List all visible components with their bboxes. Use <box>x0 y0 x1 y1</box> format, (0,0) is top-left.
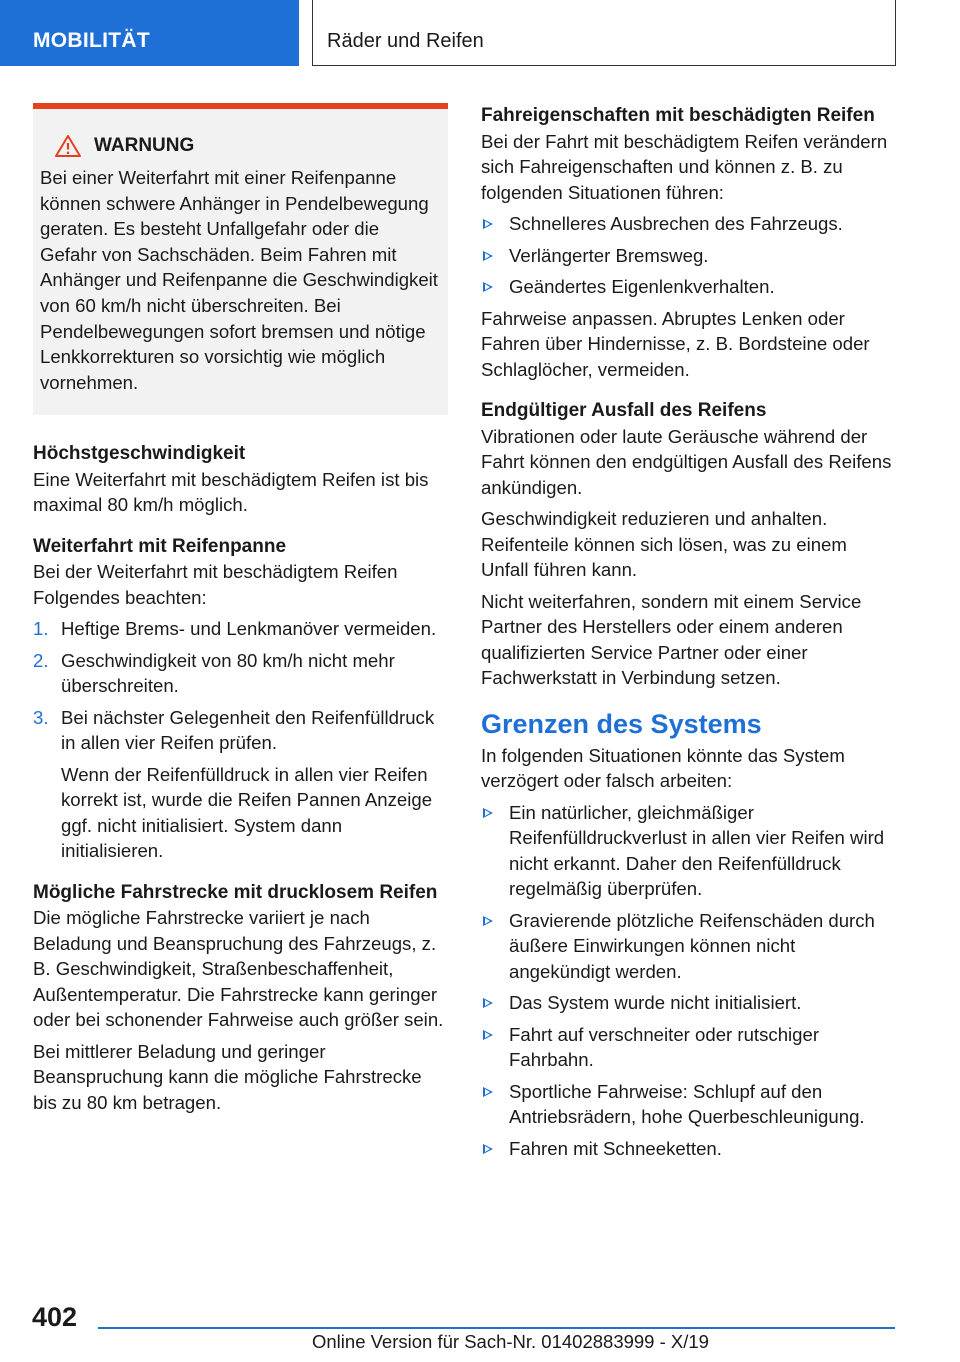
text-distance-1: Die mögliche Fahrstrecke variiert je nach Beladung und Beanspruchung des Fahrzeugs, z. B. Geschwindigkeit, Straßenbeschaffenheit, Außentemperatur. Die Fahrstrecke kann geringer oder bei schonender Fahrweise auch größer sein. <box>33 907 444 1031</box>
heading-max-speed: Höchstgeschwindigkeit <box>33 443 246 465</box>
list-item-text: Das System wurde nicht initialisiert. <box>509 992 802 1013</box>
warning-header <box>40 134 438 158</box>
list-item <box>481 908 896 985</box>
list-item <box>481 243 896 269</box>
page-header <box>0 0 960 66</box>
list-item <box>481 1022 896 1073</box>
section-limits <box>481 707 896 1162</box>
heading-handling: Fahreigenschaften mit beschädigten Reifen <box>481 105 875 126</box>
right-column <box>481 103 896 1161</box>
step-number: 1. <box>33 618 49 640</box>
bullet-triangle-icon <box>483 1144 493 1154</box>
warning-text: Bei einer Weiterfahrt mit einer Reifenpanne können schwere Anhänger in Pendelbewegung geraten. Es besteht Unfallgefahr oder die Gefahr von Sachschäden. Beim Fahren mit Anhänger und Reifenpanne die Geschwindigkeit von 60 km/h nicht überschreiten. Bei Pendelbewegungen sofort bremsen und nötige Lenkkorrekturen so vorsichtig wie möglich vornehmen. <box>40 167 438 393</box>
intro-limits: In folgenden Situationen könnte das System verzögert oder falsch arbeiten: <box>481 744 845 791</box>
text-distance-2: Bei mittlerer Beladung und geringer Beanspruchung kann die mögliche Fahrstrecke bis zu 80 km betragen. <box>33 1040 422 1113</box>
text-failure-1: Vibrationen oder laute Geräusche während der Fahrt können den endgültigen Ausfall des Reifens ankündigen. <box>481 425 892 498</box>
bullet-triangle-icon <box>483 1030 493 1040</box>
list-item-text: Schnelleres Ausbrechen des Fahrzeugs. <box>509 213 843 234</box>
text-failure-3: Nicht weiterfahren, sondern mit einem Service Partner des Herstellers oder einem anderen qualifizierten Service Partner oder einer Fachwerkstatt in Verbindung setzen. <box>481 590 862 688</box>
section-max-speed <box>33 441 448 518</box>
text-max-speed: Eine Weiterfahrt mit beschädigtem Reifen ist bis maximal 80 km/h möglich. <box>33 468 429 516</box>
limits-list <box>481 800 896 1162</box>
heading-limits: Grenzen des Systems <box>481 708 762 739</box>
list-item <box>481 1079 896 1130</box>
warning-label: WARNUNG <box>94 135 195 156</box>
bullet-triangle-icon <box>483 219 493 229</box>
step-note: Wenn der Reifenfülldruck in allen vier Reifen korrekt ist, wurde die Reifen Pannen Anzeige ggf. nicht initialisiert. System dann initialisieren. <box>61 763 433 862</box>
handling-list <box>481 211 896 300</box>
warning-box <box>33 103 448 415</box>
list-item-text: Sportliche Fahrweise: Schlupf auf den Antriebsrädern, hohe Querbeschleunigung. <box>509 1080 865 1127</box>
warning-triangle-icon <box>54 134 82 158</box>
heading-continue: Weiterfahrt mit Reifenpanne <box>33 535 287 557</box>
section-handling <box>481 103 896 382</box>
list-item <box>33 648 448 699</box>
outro-handling: Fahrweise anpassen. Abruptes Lenken oder Fahren über Hindernisse, z. B. Bordsteine oder Schlaglöcher, vermeiden. <box>481 307 870 380</box>
list-item <box>481 1136 896 1162</box>
intro-handling: Bei der Fahrt mit beschädigtem Reifen verändern sich Fahreigenschaften und können z. B. zu folgenden Situationen führen: <box>481 130 888 203</box>
step-text: Bei nächster Gelegenheit den Reifenfülldruck in allen vier Reifen prüfen. <box>61 706 435 754</box>
bullet-triangle-icon <box>483 282 493 292</box>
list-item-text: Geändertes Eigenlenkverhalten. <box>509 276 775 297</box>
text-failure-2: Geschwindigkeit reduzieren und anhalten. Reifenteile können sich lösen, was zu einem Unfall führen kann. <box>481 508 847 580</box>
step-text: Geschwindigkeit von 80 km/h nicht mehr überschreiten. <box>61 649 395 697</box>
list-item <box>481 211 896 237</box>
bullet-triangle-icon <box>483 808 493 818</box>
list-item-text: Fahrt auf verschneiter oder rutschiger Fahrbahn. <box>509 1023 820 1070</box>
steps-list <box>33 616 448 756</box>
heading-failure: Endgültiger Ausfall des Reifens <box>481 400 767 421</box>
footer-text: Online Version für Sach-Nr. 01402883999 - X/19 <box>312 1331 709 1352</box>
step-number: 3. <box>33 706 49 728</box>
list-item <box>33 616 448 642</box>
list-item-text: Verlängerter Bremsweg. <box>509 244 709 266</box>
step-text: Heftige Brems- und Lenkmanöver vermeiden. <box>61 618 437 640</box>
page-number: 402 <box>32 1302 78 1332</box>
list-item <box>481 990 896 1016</box>
bullet-triangle-icon <box>483 1087 493 1097</box>
list-item <box>33 705 448 756</box>
bullet-triangle-icon <box>483 916 493 926</box>
list-item-text: Fahren mit Schneeketten. <box>509 1137 722 1159</box>
list-item <box>481 274 896 300</box>
section-tab: MOBILITÄT <box>0 0 299 66</box>
chapter-title: Räder und Reifen <box>312 0 896 66</box>
step-number: 2. <box>33 649 49 671</box>
bullet-triangle-icon <box>483 998 493 1008</box>
footer-divider <box>98 1327 895 1329</box>
section-failure <box>481 398 896 691</box>
intro-continue: Bei der Weiterfahrt mit beschädigtem Reifen Folgendes beachten: <box>33 561 398 608</box>
list-item-text: Ein natürlicher, gleichmäßiger Reifenfülldruckverlust in allen vier Reifen wird nicht erkannt. Daher den Reifenfülldruck regelmäßig überprüfen. <box>509 801 885 899</box>
list-item <box>481 800 896 902</box>
left-column <box>33 103 448 1131</box>
heading-distance: Mögliche Fahrstrecke mit drucklosem Reifen <box>33 881 438 903</box>
section-distance <box>33 880 448 1116</box>
bullet-triangle-icon <box>483 251 493 261</box>
section-continue <box>33 534 448 864</box>
list-item-text: Gravierende plötzliche Reifenschäden durch äußere Einwirkungen können nicht angekündigt werden. <box>509 909 875 982</box>
